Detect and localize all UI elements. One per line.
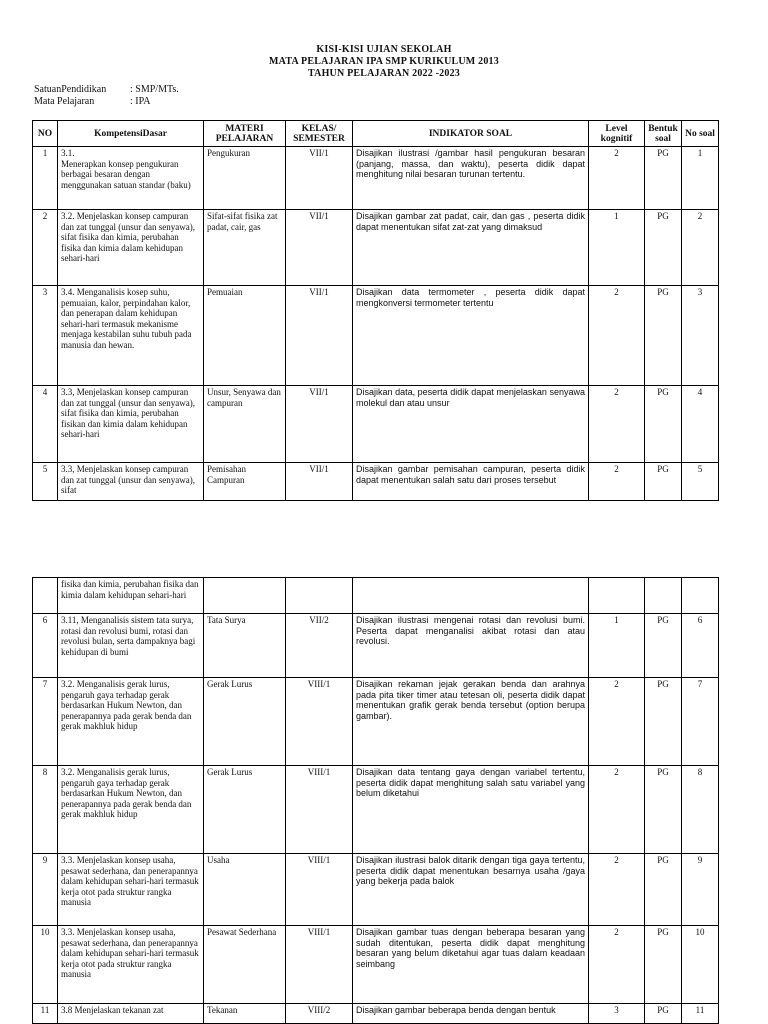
cell-kelas: VII/1: [286, 286, 353, 386]
col-bentuk: Bentuk soal: [645, 121, 682, 147]
cell-kompetensi: 3.8 Menjelaskan tekanan zat: [58, 1004, 204, 1024]
cell-kompetensi: 3.3, Menjelaskan konsep campuran dan zat tunggal (unsur dan senyawa), sifat: [58, 463, 204, 501]
cell-kompetensi: 3.2. Menganalisis gerak lurus, pengaruh gaya terhadap gerak berdasarkan Hukum Newton, dan penerapannya pada gerak benda dan gerak makhluk hidup: [58, 678, 204, 766]
cell-level: 2: [589, 463, 645, 501]
cell-indikator: Disajikan gambar pemisahan campuran, peserta didik dapat menentukan salah satu dari proses tersebut: [353, 463, 589, 501]
cell-indikator: Disajikan ilustrasi mengenai rotasi dan revolusi bumi. Peserta dapat menganalisi akibat rotasi dan atau revolusi.: [353, 614, 589, 678]
cell-bentuk: PG: [645, 678, 682, 766]
cell-kelas: VIII/1: [286, 926, 353, 1004]
kisi-table-page-2: [32, 577, 719, 1024]
cell-nosoal: 1: [682, 147, 719, 210]
cell-materi: Usaha: [204, 854, 286, 926]
table-row: [33, 1004, 719, 1024]
cell-level: 2: [589, 766, 645, 854]
cell-materi: Pesawat Sederhana: [204, 926, 286, 1004]
table-row: [33, 386, 719, 463]
col-kompetensi: KompetensiDasar: [58, 121, 204, 147]
cell-kelas: VII/2: [286, 614, 353, 678]
cell-kelas: VIII/2: [286, 1004, 353, 1024]
cell-indikator: Disajikan ilustrasi /gambar hasil pengukuran besaran (panjang, massa, dan waktu), peserta didik dapat menghitung nilai besaran turunan tertentu.: [353, 147, 589, 210]
cell-level: 2: [589, 147, 645, 210]
cell-kompetensi: 3.3. Menjelaskan konsep usaha, pesawat sederhana, dan penerapannya dalam kehidupan sehari-hari termasuk kerja otot pada struktur rangka manusia: [58, 926, 204, 1004]
cell-indikator: Disajikan gambar beberapa benda dengan bentuk: [353, 1004, 589, 1024]
cell-kelas: VII/1: [286, 463, 353, 501]
cell-bentuk: PG: [645, 926, 682, 1004]
cell-no: 10: [33, 926, 58, 1004]
doc-title: KISI-KISI UJIAN SEKOLAH: [316, 44, 452, 55]
table-row: [33, 614, 719, 678]
cell-nosoal: [682, 578, 719, 614]
cell-kompetensi: 3.2. Menjelaskan konsep campuran dan zat tunggal (unsur dan senyawa), sifat fisika dan kimia, perubahan fisika dan kimia dalam kehidupan sehari-hari: [58, 210, 204, 286]
cell-bentuk: PG: [645, 614, 682, 678]
cell-nosoal: 3: [682, 286, 719, 386]
cell-indikator: Disajikan gambar zat padat, cair, dan gas , peserta didik dapat menentukan sifat zat-zat yang dimaksud: [353, 210, 589, 286]
meta-satuan: [34, 84, 179, 95]
cell-kompetensi: 3.3. Menjelaskan konsep usaha, pesawat sederhana, dan penerapannya dalam kehidupan sehari-hari termasuk kerja otot pada struktur rangka manusia: [58, 854, 204, 926]
cell-level: 2: [589, 854, 645, 926]
col-no: NO: [33, 121, 58, 147]
cell-kompetensi: 3.2. Menganalisis gerak lurus, pengaruh gaya terhadap gerak berdasarkan Hukum Newton, dan penerapannya pada gerak benda dan gerak makhluk hidup: [58, 766, 204, 854]
col-kelas: KELAS/ SEMESTER: [286, 121, 353, 147]
cell-kompetensi: fisika dan kimia, perubahan fisika dan kimia dalam kehidupan sehari-hari: [58, 578, 204, 614]
cell-indikator: Disajikan data tentang gaya dengan variabel tertentu, peserta didik dapat menghitung salah satu variabel yang belum diketahui: [353, 766, 589, 854]
cell-no: [33, 578, 58, 614]
table-row: [33, 854, 719, 926]
cell-nosoal: 4: [682, 386, 719, 463]
cell-indikator: Disajikan ilustrasi balok ditarik dengan tiga gaya tertentu, peserta didik dapat menentukan besarnya usaha /gaya yang bekerja pada balok: [353, 854, 589, 926]
cell-kelas: VIII/1: [286, 678, 353, 766]
cell-no: 1: [33, 147, 58, 210]
cell-no: 8: [33, 766, 58, 854]
cell-level: 1: [589, 614, 645, 678]
kisi-table-page-1: [32, 120, 719, 501]
meta-satuan-label: SatuanPendidikan: [34, 84, 107, 95]
table-row: [33, 210, 719, 286]
table-row: [33, 286, 719, 386]
cell-nosoal: 5: [682, 463, 719, 501]
meta-satuan-value: : SMP/MTs.: [130, 84, 179, 95]
cell-bentuk: [645, 578, 682, 614]
meta-mapel-value: : IPA: [130, 96, 151, 107]
cell-indikator: Disajikan gambar tuas dengan beberapa besaran yang sudah ditentukan, peserta didik dapat menghitung besaran yang belum diketahui agar tuas dalam keadaan seimbang: [353, 926, 589, 1004]
cell-materi: Pemuaian: [204, 286, 286, 386]
doc-year: TAHUN PELAJARAN 2022 -2023: [308, 68, 460, 79]
cell-kompetensi: 3.3, Menjelaskan konsep campuran dan zat tunggal (unsur dan senyawa), sifat fisika dan kimia, perubahan fisikan dan kimia dalam kehidupan sehari-hari: [58, 386, 204, 463]
cell-no: 3: [33, 286, 58, 386]
table-row: [33, 578, 719, 614]
cell-level: 2: [589, 678, 645, 766]
meta-mapel: [34, 96, 150, 107]
cell-no: 9: [33, 854, 58, 926]
col-level: Level kognitif: [589, 121, 645, 147]
cell-level: 2: [589, 926, 645, 1004]
cell-bentuk: PG: [645, 147, 682, 210]
cell-nosoal: 8: [682, 766, 719, 854]
cell-materi: Gerak Lurus: [204, 766, 286, 854]
cell-kompetensi: 3.11, Menganalisis sistem tata surya, rotasi dan revolusi bumi, rotasi dan revolusi bulan, serta dampaknya bagi kehidupan di bumi: [58, 614, 204, 678]
cell-bentuk: PG: [645, 286, 682, 386]
cell-level: 2: [589, 386, 645, 463]
cell-level: [589, 578, 645, 614]
cell-kelas: VIII/1: [286, 854, 353, 926]
cell-no: 6: [33, 614, 58, 678]
cell-indikator: Disajikan data termometer , peserta didik dapat mengkonversi termometer tertentu: [353, 286, 589, 386]
cell-nosoal: 11: [682, 1004, 719, 1024]
table-row: [33, 926, 719, 1004]
cell-bentuk: PG: [645, 210, 682, 286]
table-row: [33, 463, 719, 501]
cell-kelas: VII/1: [286, 210, 353, 286]
cell-level: 1: [589, 210, 645, 286]
cell-kelas: [286, 578, 353, 614]
cell-indikator: Disajikan data, peserta didik dapat menjelaskan senyawa molekul dan atau unsur: [353, 386, 589, 463]
cell-kelas: VII/1: [286, 147, 353, 210]
cell-level: 3: [589, 1004, 645, 1024]
cell-kelas: VII/1: [286, 386, 353, 463]
table-row: [33, 147, 719, 210]
cell-kelas: VIII/1: [286, 766, 353, 854]
cell-kompetensi: 3.4. Menganalisis kosep suhu, pemuaian, kalor, perpindahan kalor, dan penerapan dalam kehidupan sehari-hari termasuk mekanisme menjaga kestabilan suhu tubuh pada manusia dan hewan.: [58, 286, 204, 386]
cell-indikator: Disajikan rekaman jejak gerakan benda dan arahnya pada pita tiker timer atau tetesan oli, peserta didik dapat menentukan grafik gerak benda tersebut (option berupa gambar).: [353, 678, 589, 766]
cell-materi: [204, 578, 286, 614]
cell-nosoal: 10: [682, 926, 719, 1004]
cell-materi: Tata Surya: [204, 614, 286, 678]
table-header-row: [33, 121, 719, 147]
cell-no: 5: [33, 463, 58, 501]
cell-bentuk: PG: [645, 463, 682, 501]
cell-level: 2: [589, 286, 645, 386]
cell-materi: Unsur, Senyawa dan campuran: [204, 386, 286, 463]
table-row: [33, 678, 719, 766]
cell-nosoal: 6: [682, 614, 719, 678]
doc-subtitle: MATA PELAJARAN IPA SMP KURIKULUM 2013: [269, 56, 499, 67]
col-indikator: INDIKATOR SOAL: [353, 121, 589, 147]
table-row: [33, 766, 719, 854]
cell-bentuk: PG: [645, 1004, 682, 1024]
cell-bentuk: PG: [645, 854, 682, 926]
cell-no: 11: [33, 1004, 58, 1024]
cell-bentuk: PG: [645, 766, 682, 854]
cell-no: 7: [33, 678, 58, 766]
col-materi: MATERI PELAJARAN: [204, 121, 286, 147]
cell-materi: Gerak Lurus: [204, 678, 286, 766]
cell-materi: Pengukuran: [204, 147, 286, 210]
cell-nosoal: 2: [682, 210, 719, 286]
cell-kompetensi: 3.1. Menerapkan konsep pengukuran berbagai besaran dengan menggunakan satuan standar (baku): [58, 147, 204, 210]
cell-materi: Sifat-sifat fisika zat padat, cair, gas: [204, 210, 286, 286]
cell-bentuk: PG: [645, 386, 682, 463]
meta-mapel-label: Mata Pelajaran: [34, 96, 95, 107]
cell-materi: Tekanan: [204, 1004, 286, 1024]
cell-no: 4: [33, 386, 58, 463]
cell-indikator: [353, 578, 589, 614]
cell-nosoal: 9: [682, 854, 719, 926]
cell-materi: Pemisahan Campuran: [204, 463, 286, 501]
cell-nosoal: 7: [682, 678, 719, 766]
col-nosoal: No soal: [682, 121, 719, 147]
cell-no: 2: [33, 210, 58, 286]
